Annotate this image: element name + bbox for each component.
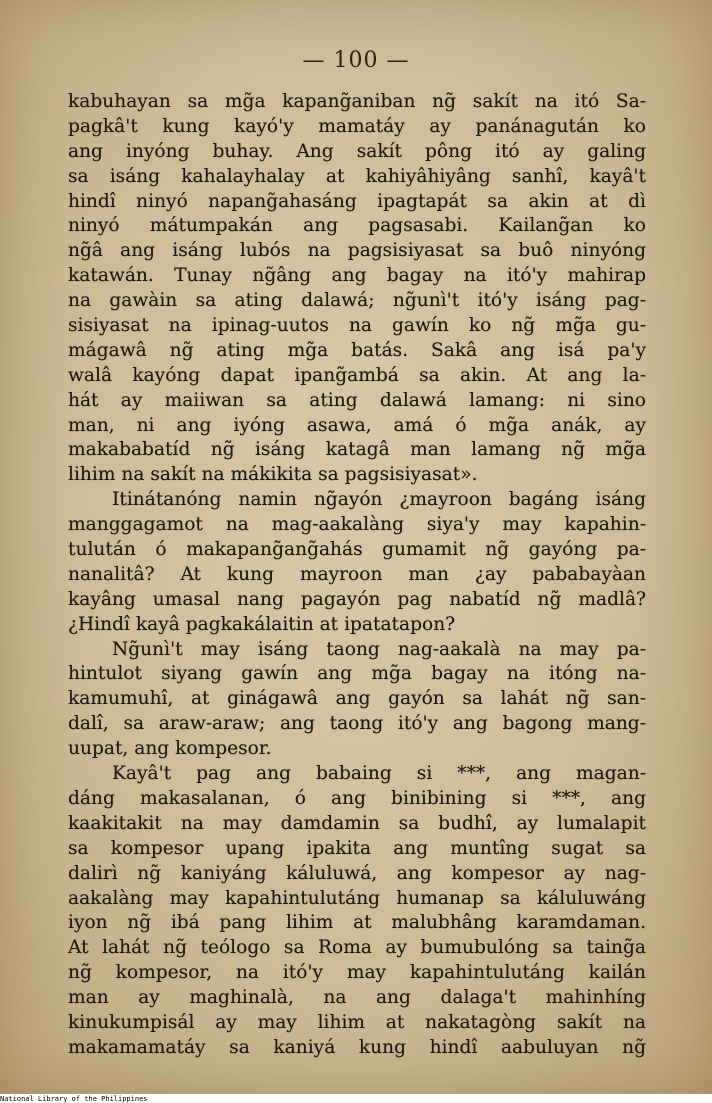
text-line: ang inyóng buhay. Ang sakít pông itó ay galing	[68, 140, 646, 162]
text-line: ng̃ kompesor, na itó'y may kapahintulutáng kailán	[68, 962, 646, 984]
text-line: ninyó mátumpakán ang pagsasabi. Kailang̃an ko	[68, 215, 646, 237]
text-line: makamamatáy sa kaniyá kung hindî aabuluyan ng̃	[68, 1036, 646, 1058]
body-text	[68, 90, 646, 1061]
text-line: makababatíd ng̃ isáng katagâ man lamang ng̃ mg̃a	[68, 439, 646, 461]
text-line: dalirì ng̃ kaniyáng káluluwá, ang kompesor ay nag-	[68, 862, 646, 884]
text-line: mágawâ ng̃ ating mg̃a batás. Sakâ ang isá pa'y	[68, 339, 646, 361]
paragraph-end-line: ¿Hindî kayâ pagkakálaitin at ipatatapon?	[68, 613, 456, 635]
text-line: dáng makasalanan, ó ang binibining si ***, ang	[68, 787, 646, 809]
text-line: hát ay maiiwan sa ating dalawá lamang: ni sino	[68, 389, 646, 411]
text-line: man, ni ang iyóng asawa, amá ó mg̃a anák, ay	[68, 414, 646, 436]
library-footer: National Library of the Philippines	[0, 1095, 148, 1103]
text-line: pagkâ't kung kayó'y mamatáy ay panánagután ko	[68, 115, 646, 137]
text-line: hintulot siyang gawín ang mg̃a bagay na itóng na-	[68, 663, 646, 685]
text-line: At lahát ng̃ teólogo sa Roma ay bumubulóng sa taing̃a	[68, 937, 646, 959]
paragraph-start-line: Kayâ't pag ang babaing si ***, ang magan-	[112, 763, 646, 785]
text-line: sa kompesor upang ipakita ang muntîng sugat sa	[68, 837, 646, 859]
text-line: kayâng umasal nang pagayón pag nabatíd ng̃ madlâ?	[68, 588, 646, 610]
text-line: kabuhayan sa mg̃a kapang̃aniban ng̃ sakít na itó Sa-	[68, 91, 646, 112]
text-line: katawán. Tunay ng̃âng ang bagay na itó'y mahirap	[68, 265, 646, 287]
paragraph-start-line: Ng̃unì't may isáng taong nag-aakalà na may pa-	[112, 638, 646, 660]
text-line: na gawàin sa ating dalawá; ng̃unì't itó'y isáng pag-	[68, 290, 646, 312]
text-line: kinukumpisál ay may lihim at nakatagòng sakít na	[68, 1011, 646, 1033]
text-line: ng̃â ang isáng lubós na pagsisiyasat sa buô ninyóng	[68, 240, 646, 262]
text-line: dalî, sa araw-araw; ang taong itó'y ang bagong mang-	[68, 713, 646, 735]
paragraph-end-line: uupat, ang kompesor.	[68, 738, 272, 760]
text-line: kamumuhî, at ginágawâ ang gayón sa lahát ng̃ san-	[68, 688, 646, 710]
text-line: hindî ninyó napang̃ahasáng ipagtapát sa akin at dì	[68, 190, 646, 212]
paragraph-start-line: Itinátanóng namin ng̃ayón ¿mayroon bagáng isáng	[112, 489, 646, 511]
text-line: walâ kayóng dapat ipang̃ambá sa akin. At ang la-	[68, 364, 646, 386]
text-line: tulután ó makapang̃ang̃ahás gumamit ng̃ gayóng pa-	[68, 539, 646, 561]
text-line: nanalitâ? At kung mayroon man ¿ay pababayàan	[68, 563, 646, 585]
text-line: manggagamot na mag-aakalàng siya'y may kapahin-	[68, 514, 646, 536]
text-line: sa isáng kahalayhalay at kahiyâhiyâng sanhî, kayâ't	[68, 165, 646, 187]
text-line: kaakitakit na may damdamin sa budhî, ay lumalapit	[68, 812, 646, 834]
page-number: — 100 —	[302, 48, 410, 73]
text-line: iyon ng̃ ibá pang lihim at malubhâng karamdaman.	[68, 912, 646, 934]
paragraph-end-line: lihim na sakít na mákikita sa pagsisiyasat».	[68, 464, 478, 486]
text-line: aakalàng may kapahintulutáng humanap sa káluluwáng	[68, 887, 646, 909]
text-line: man ay maghinalà, na ang dalaga't mahinhíng	[68, 987, 646, 1009]
text-line: sisiyasat na ipinag-uutos na gawín ko ng̃ mg̃a gu-	[68, 315, 646, 337]
